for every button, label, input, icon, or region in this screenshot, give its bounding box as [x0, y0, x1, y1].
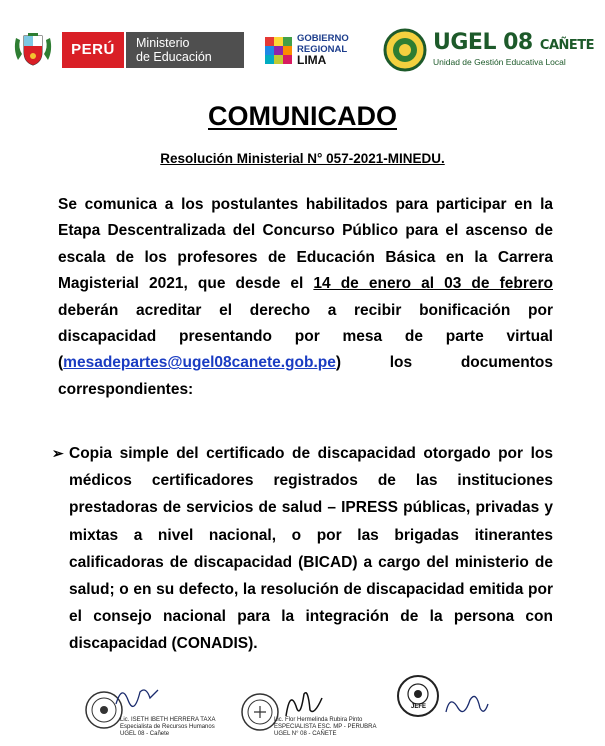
- paragraph-part3: ) los documentos correspondientes:: [58, 354, 553, 398]
- date-range: 14 de enero al 03 de febrero: [313, 275, 553, 293]
- sig2-office: UGEL N° 08 - CAÑETE: [274, 731, 337, 737]
- ugel-title: [433, 30, 594, 55]
- ugel-title-suffix: CAÑETE: [539, 38, 595, 53]
- letterhead: [0, 28, 605, 72]
- ministry-label: [126, 32, 244, 68]
- sig1-office: UGEL 08 - Cañete: [120, 731, 170, 737]
- gore-line2: REGIONAL: [297, 43, 348, 55]
- gobierno-regional-icon: [264, 36, 294, 66]
- paragraph-part2: deberán acreditar el derecho a recibir bonificación por discapacidad presentando por mesa de parte virtual (: [58, 301, 553, 372]
- bullet-item: [52, 440, 553, 658]
- sig1-role: Especialista de Recursos Humanos: [120, 724, 215, 730]
- main-paragraph: [58, 192, 553, 403]
- gobierno-regional-logo: [264, 34, 359, 68]
- gobierno-regional-text: [297, 34, 349, 66]
- signature-icon: [112, 682, 162, 710]
- peru-coat-of-arms-icon: [12, 32, 54, 68]
- sig2-role: ESPECIALISTA ESC. MP - PERUBRA: [274, 724, 377, 730]
- paragraph-part1: Se comunica a los postulantes habilitados para participar en la Etapa Descentralizada del Concurso Público para el ascenso de escala de los profesores de Educación Básica en la Carrera Magisterial 2021, que desde el: [58, 196, 553, 293]
- email-link[interactable]: mesadepartes@ugel08canete.gob.pe: [63, 354, 336, 372]
- gore-line1: GOBIERNO: [297, 33, 349, 44]
- signature-caption-1: [120, 717, 215, 738]
- ugel-seal-icon: [383, 28, 427, 72]
- signature-area: [0, 672, 605, 746]
- ministry-label-line2: de Educación: [136, 50, 212, 64]
- ugel-subtitle: Unidad de Gestión Educativa Local: [433, 57, 566, 67]
- sig2-name: Lic. Flor Hermelinda Rubira Pinto: [274, 717, 363, 723]
- signature-caption-2: [274, 717, 376, 738]
- ministry-label-line1: Ministerio: [136, 36, 190, 50]
- resolution-reference: Resolución Ministerial N° 057-2021-MINEDU.: [160, 151, 445, 166]
- stamp-icon: [396, 674, 440, 718]
- arrow-bullet-icon: ➢: [52, 445, 64, 461]
- document-title: COMUNICADO: [208, 101, 397, 131]
- peru-label: PERÚ: [62, 32, 124, 68]
- ugel-logo: [383, 28, 593, 72]
- stamp-label: JEFE: [411, 704, 427, 710]
- bullet-text: Copia simple del certificado de discapacidad otorgado por los médicos certificadores registrados de las instituciones prestadoras de servicios de salud – IPRESS públicas, privadas y mixtas a nivel nacional, o por las brigadas itinerantes calificadoras de discapacidad (BICAD) a cargo del ministerio de salud; o en su defecto, la resolución de discapacidad emitida por el consejo nacional para la integración de la persona con discapacidad (CONADIS).: [69, 445, 553, 653]
- ugel-title-main: UGEL 08: [433, 30, 533, 55]
- signature-icon: [440, 686, 492, 722]
- gore-line3: LIMA: [297, 53, 327, 67]
- sig1-name: Lic. ISETH IBETH HERRERA TAXA: [120, 717, 216, 723]
